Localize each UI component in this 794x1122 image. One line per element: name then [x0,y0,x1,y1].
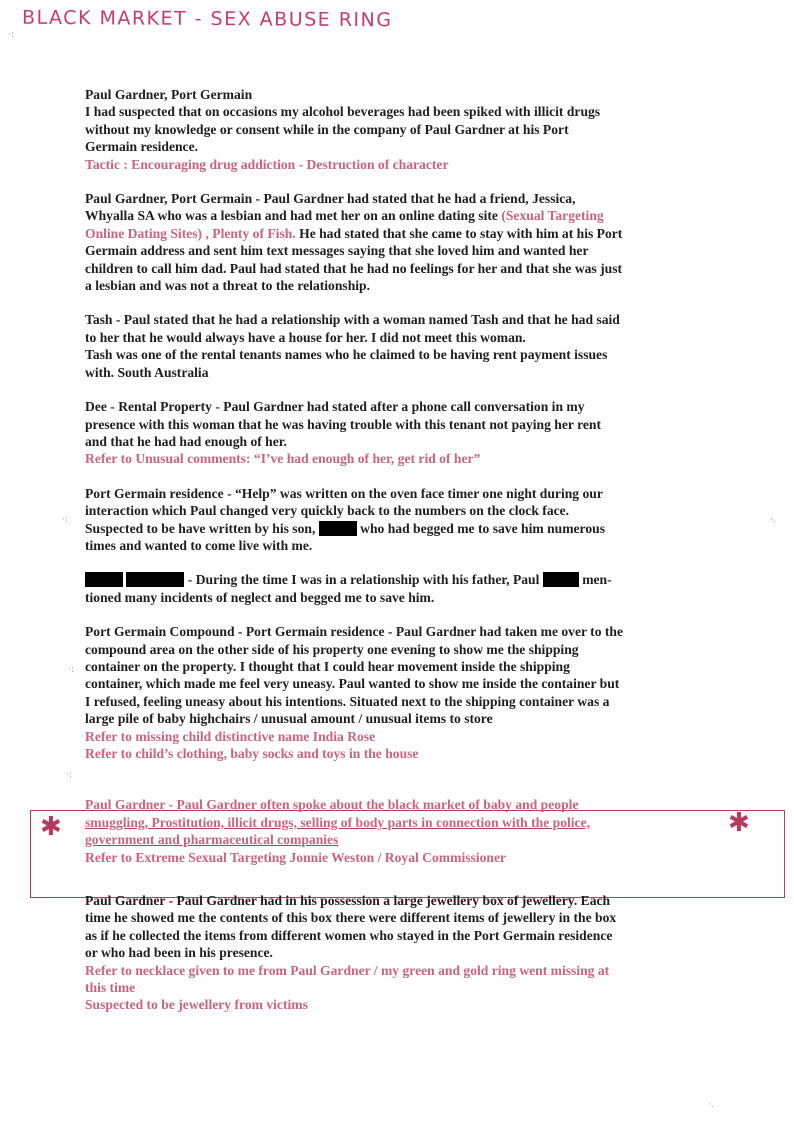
speck: ·. [708,1100,714,1110]
text-line: Tash - Paul stated that he had a relationship with a woman named Tash and that he had said [85,312,620,328]
entry-tash [85,311,725,381]
text-fragment: Whyalla SA who was a lesbian and had met her on an online dating site [85,208,502,224]
text-line: Paul Gardner - Paul Gardner had in his possession a large jewellery box of jewellery. Each [85,893,611,909]
text-line: Paul Gardner, Port Germain - Paul Gardner had stated that he had a friend, Jessica, [85,191,576,207]
reference-annotation: Refer to necklace given to me from Paul Gardner / my green and gold ring went missing at [85,962,610,978]
text-line: Dee - Rental Property - Paul Gardner had stated after a phone call conversation in my [85,399,585,415]
text-line: container on the property. I thought that I could hear movement inside the shipping [85,658,570,674]
text-line: time he showed me the contents of this box there were different items of jewellery in the box [85,910,617,926]
entry-compound [85,623,725,762]
redaction-bar [543,572,579,587]
text-line: a lesbian and was not a threat to the relationship. [85,278,370,294]
text-line: I refused, feeling uneasy about his intentions. Situated next to the shipping container was a [85,693,610,709]
entry-dee [85,398,725,468]
document-body [85,86,725,1031]
text-fragment: He had stated that she came to stay with him at his Port [295,225,623,241]
text-line: Germain address and sent him text messages saying that she loved him and wanted her [85,243,589,259]
handwritten-title: BLACK MARKET - SEX ABUSE RING [21,6,393,32]
annotation-fragment: Online Dating Sites) , Plenty of Fish. [85,225,296,241]
text-line: container, which made me feel very uneasy. Paul wanted to show me inside the container but [85,676,620,692]
text-line: without my knowledge or consent while in the company of Paul Gardner at his Port [85,121,569,137]
underlined-annotation: government and pharmaceutical companies [85,832,339,848]
entry-neglect [85,571,725,606]
text-line: compound area on the other side of his property one evening to show me the shipping [85,641,579,657]
text-line: tioned many incidents of neglect and begged me to save him. [85,589,435,605]
entry-drink-spiking [85,86,725,173]
asterisk-left-icon: ✱ [40,812,62,842]
underlined-annotation: smuggling, Prostitution, illicit drugs, selling of body parts in connection with the police, [85,814,591,830]
text-fragment: who had begged me to save him numerous [356,520,605,536]
text-line: large pile of baby highchairs / unusual amount / unusual items to store [85,711,493,727]
text-line: times and wanted to come live with me. [85,537,313,553]
speck: ·. [770,515,776,525]
reference-annotation: Suspected to be jewellery from victims [85,997,308,1013]
speck: ·: [8,30,14,40]
text-line: to her that he would always have a house for her. I did not meet this woman. [85,329,526,345]
text-fragment: men- [578,572,612,588]
entry-heading: Paul Gardner, Port Germain [85,87,253,102]
text-fragment: Suspected to be have written by his son, [85,520,319,536]
reference-annotation: Refer to Extreme Sexual Targeting Jonnie Weston / Royal Commissioner [85,849,507,865]
text-line: I had suspected that on occasions my alcohol beverages had been spiked with illicit drugs [85,104,601,120]
reference-annotation: Refer to missing child distinctive name India Rose [85,728,376,744]
text-line: or who had been in his presence. [85,945,273,961]
redaction-bar [126,572,184,587]
entry-black-market [85,796,725,866]
text-line: Port Germain residence - “Help” was written on the oven face timer one night during our [85,485,603,501]
annotation-fragment: (Sexual Targeting [501,208,604,224]
asterisk-right-icon: ✱ [728,808,750,838]
annotation-fragment: Paul Gardner - Paul Gardner often spoke about the [85,797,388,813]
text-line: with. South Australia [85,364,209,380]
speck: ·: [68,665,74,675]
reference-annotation: Refer to child’s clothing, baby socks and toys in the house [85,746,419,761]
entry-jessica [85,190,725,294]
text-line: Germain residence. [85,139,199,155]
tactic-annotation: Tactic : Encouraging drug addiction - Destruction of character [85,156,449,172]
text-line: interaction which Paul changed very quickly back to the numbers on the clock face. [85,503,570,519]
text-fragment: - During the time I was in a relationship with his father, Paul [184,572,543,588]
text-line: as if he collected the items from different women who stayed in the Port Germain residence [85,927,613,943]
entry-help-timer [85,485,725,555]
speck: ·: [66,770,72,780]
underlined-annotation: black market of baby and people [387,797,579,813]
text-line: Port Germain Compound - Port Germain residence - Paul Gardner had taken me over to the [85,624,624,640]
redaction-bar [319,521,357,536]
text-line: presence with this woman that he was having trouble with this tenant not paying her rent [85,416,601,432]
reference-annotation: this time [85,980,136,996]
text-line: and that he had had enough of her. [85,433,287,449]
text-line: Tash was one of the rental tenants names who he claimed to be having rent payment issues [85,347,608,363]
speck: ·: [62,515,68,525]
text-line: children to call him dad. Paul had stated that he had no feelings for her and that she was just [85,260,623,276]
redaction-bar [85,572,123,587]
entry-jewellery [85,892,725,1014]
reference-annotation: Refer to Unusual comments: “I’ve had enough of her, get rid of her” [85,451,481,467]
